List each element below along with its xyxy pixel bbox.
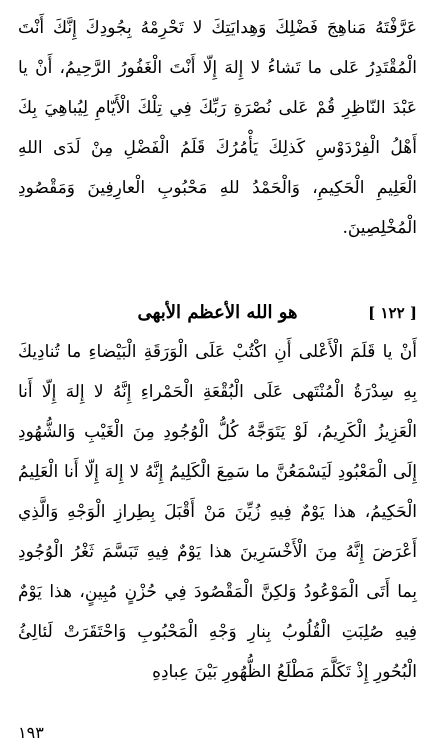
- paragraph-previous-tablet-ending: عَرَّفْتَهُ مَناهِجَ فَضْلِكَ وَهِدايَتِكَ لا تَحْرِمْهُ بِجُودِكَ إِنَّكَ أَنْتَ الْمُقْتَدِرُ عَلى ما تَشاءُ لا إِلهَ إِلّا أَنْتَ الْغَفُورُ الرَّحِيمُ، أَنْ يا عَبْدَ النّاظِرِ قُمْ عَلى نُصْرَةِ رَبِّكَ فِي تِلْكَ الْأَيّامِ لِيُباهِيَ بِكَ أَهْلُ الْفِرْدَوْسِ كَذلِكَ يَأْمُرُكَ قَلَمُ الْفَضْلِ مِنْ لَدَى اللهِ الْعَلِيمِ الْحَكِيمِ، وَالْحَمْدُ للهِ مَحْبُوبِ الْعارِفِينَ وَمَقْصُودِ الْمُخْلِصِينَ.: [18, 18, 417, 238]
- paragraph-section-body: أَنْ يا قَلَمَ الْأَعْلى أَنِ اكْتُبْ عَلَى الْوَرَقَةِ الْبَيْضاءِ ما تُنادِيكَ بِهِ سِدْرَةُ الْمُنْتَهى عَلَى الْبُقْعَةِ الْحَمْراءِ إِنَّهُ لا إِلهَ إِلّا أَنا الْعَزِيزُ الْكَرِيمُ، لَوْ يَتَوَجَّهُ كُلُّ الْوُجُودِ مِنَ الْغَيْبِ وَالشُّهُودِ إِلَى الْمَعْبُودِ لَيَسْمَعُنَّ ما سَمِعَ الْكَلِيمُ إِنَّهُ لا إِلهَ إِلّا أَنا الْعَلِيمُ الْحَكِيمُ، هذا يَوْمٌ فِيهِ زُيِّنَ مَنْ أَقْبَلَ بِطِرازِ الْوَجْهِ وَالَّذِي أَعْرَضَ إِنَّهُ مِنَ الْأَخْسَرِينَ هذا يَوْمٌ فِيهِ تَبَسَّمَ ثَغْرُ الْوُجُودِ بِما أَتَى الْمَوْعُودُ وَلكِنَّ الْمَقْصُودَ فِي حُزْنٍ مُبِينٍ، هذا يَوْمٌ فِيهِ صُلِبَتِ الْقُلُوبُ بِنارِ وَجْهِ الْمَحْبُوبِ وَاحْتَقَرَتْ لَئالِئُ الْبُحُورِ إِذْ تَكَلَّمَ مَطْلَعُ الظُّهُورِ بَيْنَ عِبادِهِ: [18, 342, 417, 682]
- page-number: ١٩٣: [18, 723, 44, 742]
- section-title: هو الله الأعظم الأبهى: [137, 302, 298, 323]
- section-heading: [18, 300, 417, 330]
- section-number: [ ١٢٢ ]: [368, 304, 417, 322]
